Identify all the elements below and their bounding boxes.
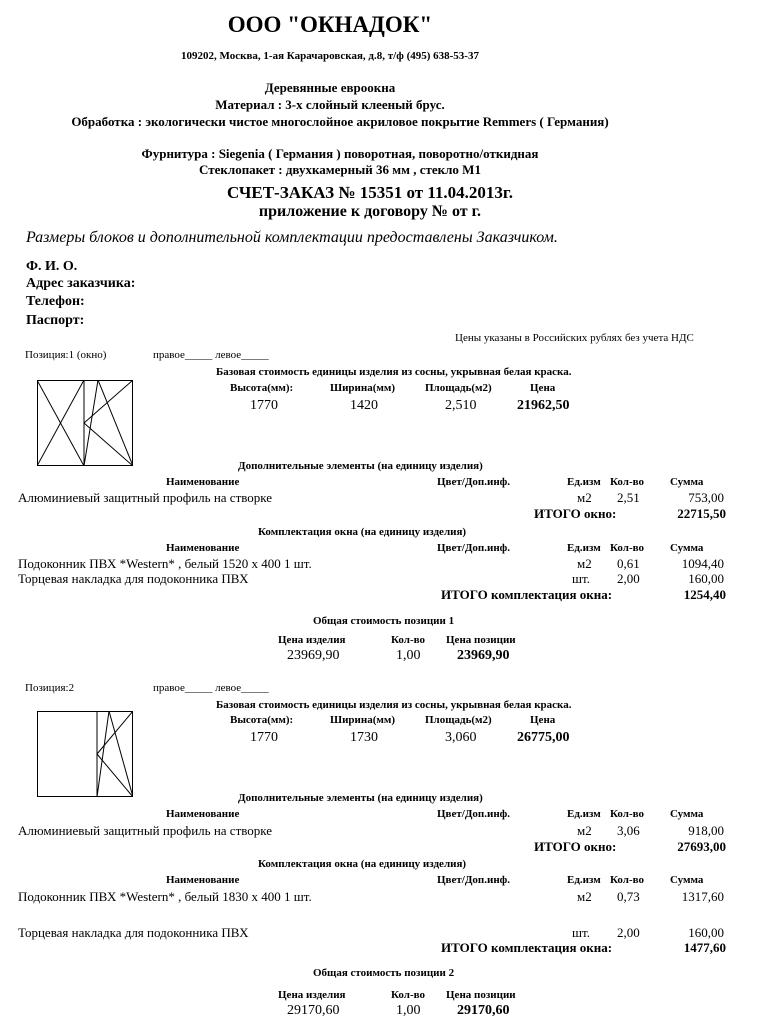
row-unit: м2 bbox=[577, 889, 592, 904]
table-row: Торцевая накладка для подоконника ПВХ bbox=[18, 571, 249, 586]
total-window-value: 22715,50 bbox=[677, 506, 726, 521]
row-unit: шт. bbox=[572, 571, 590, 586]
base-cost-label: Базовая стоимость единицы изделия из сосны, укрывная белая краска. bbox=[216, 699, 572, 711]
item-price-value: 29170,60 bbox=[287, 1003, 340, 1018]
company-address: 109202, Москва, 1-ая Карачаровская, д.8, т/ф (495) 638-53-37 bbox=[181, 50, 479, 62]
row-qty: 3,06 bbox=[617, 823, 640, 838]
col-qty: Кол-во bbox=[610, 542, 644, 554]
area-value: 3,060 bbox=[445, 730, 477, 745]
product-glass: Стеклопакет : двухкамерный 36 мм , стекло М1 bbox=[199, 162, 481, 177]
price-label: Цена bbox=[530, 382, 556, 394]
col-color: Цвет/Доп.инф. bbox=[437, 808, 511, 820]
col-color: Цвет/Доп.инф. bbox=[437, 542, 511, 554]
additional-title: Дополнительные элементы (на единицу изделия) bbox=[238, 792, 483, 804]
table-row: Торцевая накладка для подоконника ПВХ bbox=[18, 925, 249, 940]
invoice-appendix: приложение к договору № от г. bbox=[258, 203, 482, 220]
col-sum: Сумма bbox=[670, 542, 704, 554]
area-label: Площадь(м2) bbox=[425, 714, 492, 726]
row-qty: 2,00 bbox=[617, 925, 640, 940]
row-unit: м2 bbox=[577, 823, 592, 838]
total-window-label: ИТОГО окно: bbox=[534, 839, 617, 854]
row-sum: 1094,40 bbox=[681, 556, 724, 571]
total-equipment-label: ИТОГО комплектация окна: bbox=[441, 940, 613, 955]
product-material: Материал : 3-х слойный клееный брус. bbox=[215, 97, 445, 112]
customer-phone: Телефон: bbox=[26, 294, 85, 309]
equipment-title: Комплектация окна (на единицу изделия) bbox=[258, 526, 467, 538]
base-cost-label: Базовая стоимость единицы изделия из сосны, укрывная белая краска. bbox=[216, 366, 572, 378]
width-value: 1420 bbox=[350, 398, 378, 413]
row-sum: 753,00 bbox=[688, 490, 724, 505]
prices-note: Цены указаны в Российских рублях без учета НДС bbox=[455, 332, 694, 344]
invoice-title: СЧЕТ-ЗАКАЗ № 15351 от 11.04.2013г. bbox=[227, 183, 513, 202]
position-header: Позиция:1 (окно) bbox=[25, 349, 107, 361]
price-value: 21962,50 bbox=[517, 398, 570, 413]
col-name: Наименование bbox=[166, 542, 240, 554]
height-label: Высота(мм): bbox=[230, 714, 294, 726]
col-color: Цвет/Доп.инф. bbox=[437, 476, 511, 488]
equipment-title: Комплектация окна (на единицу изделия) bbox=[258, 858, 467, 870]
width-label: Ширина(мм) bbox=[330, 714, 396, 726]
product-title: Деревянные евроокна bbox=[264, 80, 396, 95]
price-value: 26775,00 bbox=[517, 730, 570, 745]
height-value: 1770 bbox=[250, 398, 278, 413]
table-row: Подоконник ПВХ *Western* , белый 1520 х 400 1 шт. bbox=[18, 556, 312, 571]
total-equipment-value: 1254,40 bbox=[683, 587, 726, 602]
qty-label: Кол-во bbox=[391, 634, 425, 646]
item-price-value: 23969,90 bbox=[287, 648, 340, 663]
additional-title: Дополнительные элементы (на единицу изделия) bbox=[238, 460, 483, 472]
price-label: Цена bbox=[530, 714, 556, 726]
area-value: 2,510 bbox=[445, 398, 477, 413]
area-label: Площадь(м2) bbox=[425, 382, 492, 394]
row-sum: 160,00 bbox=[688, 571, 724, 586]
position-sides: правое_____ левое_____ bbox=[153, 349, 269, 361]
row-unit: шт. bbox=[572, 925, 590, 940]
col-sum: Сумма bbox=[670, 476, 704, 488]
row-qty: 0,73 bbox=[617, 889, 640, 904]
row-unit: м2 bbox=[577, 556, 592, 571]
col-unit: Ед.изм bbox=[567, 476, 601, 488]
col-sum: Сумма bbox=[670, 874, 704, 886]
row-qty: 2,00 bbox=[617, 571, 640, 586]
position-summary-title: Общая стоимость позиции 2 bbox=[313, 967, 455, 979]
qty-label: Кол-во bbox=[391, 989, 425, 1001]
total-equipment-label: ИТОГО комплектация окна: bbox=[441, 587, 613, 602]
total-window-label: ИТОГО окно: bbox=[534, 506, 617, 521]
total-window-value: 27693,00 bbox=[677, 839, 726, 854]
row-qty: 2,51 bbox=[617, 490, 640, 505]
total-equipment-value: 1477,60 bbox=[683, 940, 726, 955]
position-summary-title: Общая стоимость позиции 1 bbox=[313, 615, 455, 627]
width-value: 1730 bbox=[350, 730, 378, 745]
pos-price-value: 29170,60 bbox=[457, 1003, 510, 1018]
col-name: Наименование bbox=[166, 874, 240, 886]
pos-price-label: Цена позиции bbox=[446, 989, 516, 1001]
product-coating: Обработка : экологически чистое многослойное акриловое покрытие Remmers ( Германия) bbox=[71, 114, 609, 129]
width-label: Ширина(мм) bbox=[330, 382, 396, 394]
col-name: Наименование bbox=[166, 476, 240, 488]
customer-address: Адрес заказчика: bbox=[26, 276, 136, 291]
col-qty: Кол-во bbox=[610, 476, 644, 488]
col-unit: Ед.изм bbox=[567, 542, 601, 554]
row-sum: 160,00 bbox=[688, 925, 724, 940]
table-row: Подоконник ПВХ *Western* , белый 1830 х 400 1 шт. bbox=[18, 889, 312, 904]
window-sketch bbox=[37, 711, 133, 797]
customer-passport: Паспорт: bbox=[26, 313, 85, 328]
col-name: Наименование bbox=[166, 808, 240, 820]
item-price-label: Цена изделия bbox=[278, 989, 346, 1001]
pos-price-value: 23969,90 bbox=[457, 648, 510, 663]
position-sides: правое_____ левое_____ bbox=[153, 682, 269, 694]
col-qty: Кол-во bbox=[610, 874, 644, 886]
col-qty: Кол-во bbox=[610, 808, 644, 820]
qty-value: 1,00 bbox=[396, 1003, 421, 1018]
pos-price-label: Цена позиции bbox=[446, 634, 516, 646]
row-sum: 1317,60 bbox=[681, 889, 724, 904]
item-price-label: Цена изделия bbox=[278, 634, 346, 646]
window-sketch bbox=[37, 380, 133, 466]
table-row: Алюминиевый защитный профиль на створке bbox=[18, 490, 273, 505]
invoice-note: Размеры блоков и дополнительной комплектации предоставлены Заказчиком. bbox=[26, 229, 558, 246]
col-unit: Ед.изм bbox=[567, 874, 601, 886]
height-value: 1770 bbox=[250, 730, 278, 745]
row-qty: 0,61 bbox=[617, 556, 640, 571]
col-color: Цвет/Доп.инф. bbox=[437, 874, 511, 886]
position-header: Позиция:2 bbox=[25, 682, 75, 694]
col-sum: Сумма bbox=[670, 808, 704, 820]
height-label: Высота(мм): bbox=[230, 382, 294, 394]
customer-fio: Ф. И. О. bbox=[26, 259, 78, 274]
row-sum: 918,00 bbox=[688, 823, 724, 838]
qty-value: 1,00 bbox=[396, 648, 421, 663]
product-fittings: Фурнитура : Siegenia ( Германия ) поворотная, поворотно/откидная bbox=[141, 146, 539, 161]
table-row: Алюминиевый защитный профиль на створке bbox=[18, 823, 273, 838]
row-unit: м2 bbox=[577, 490, 592, 505]
company-name: ООО "ОКНАДОК" bbox=[227, 12, 433, 37]
col-unit: Ед.изм bbox=[567, 808, 601, 820]
